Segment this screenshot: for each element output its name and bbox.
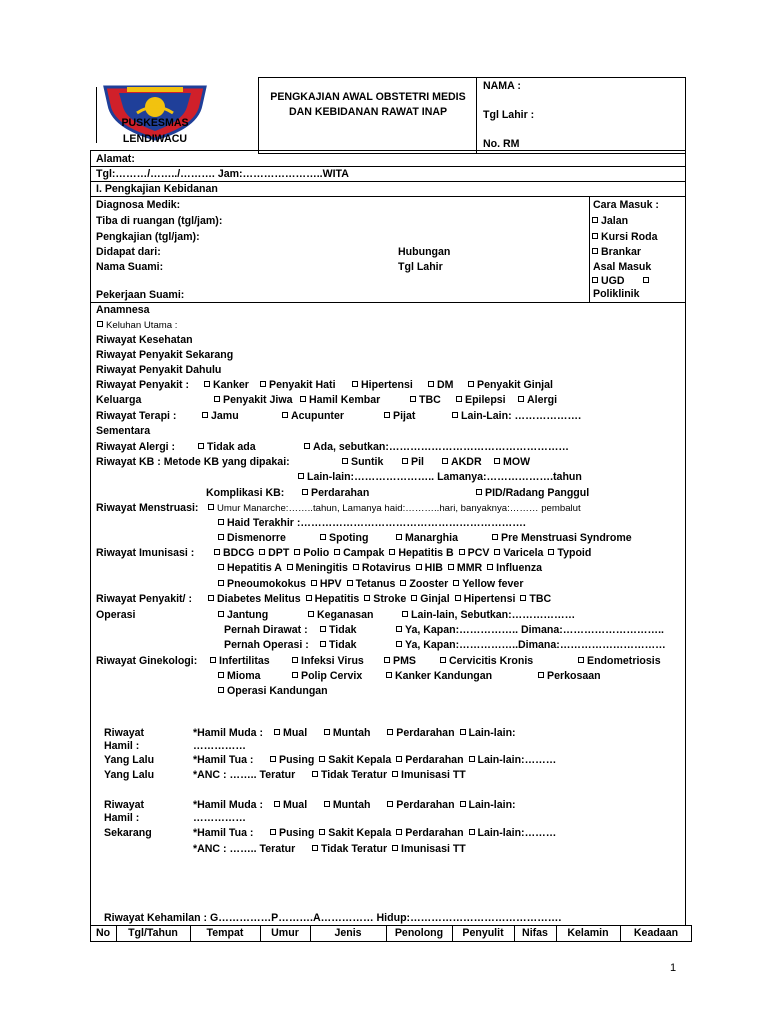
checkbox-icon[interactable] [548, 549, 554, 555]
kb-akdr[interactable]: AKDR [440, 456, 482, 469]
terapi-acupunter[interactable]: Acupunter [280, 410, 344, 423]
terapi-jamu[interactable]: Jamu [200, 410, 239, 423]
riwayat-menstruasi-label: Riwayat Menstruasi: [96, 502, 199, 514]
checkbox-icon[interactable] [592, 248, 598, 254]
col-penolong: Penolong [394, 927, 444, 939]
checkbox-icon[interactable] [97, 321, 103, 327]
terapi-lain[interactable]: Lain-Lain: ………………. [450, 410, 581, 423]
sekarang-anc[interactable]: *ANC : …….. Teratur Tidak Teratur Imunisasi TT [193, 843, 466, 855]
checkbox-icon[interactable] [287, 564, 293, 570]
alergi-ada[interactable]: Ada, sebutkan:…………………………………………… [302, 441, 569, 454]
checkbox-icon[interactable] [494, 458, 500, 464]
checkbox-icon[interactable] [492, 534, 498, 540]
hamil-lalu-label-4: Yang Lalu [104, 769, 155, 781]
checkbox-icon[interactable] [459, 549, 465, 555]
checkbox-icon[interactable] [387, 801, 393, 807]
hamil-sekarang-label-3: Sekarang [104, 827, 152, 839]
sekarang-hamil-tua-label: *Hamil Tua : [193, 827, 254, 839]
nama-label: NAMA : [483, 80, 521, 92]
checkbox-icon[interactable] [384, 412, 390, 418]
kel-epilepsi[interactable]: Epilepsi [454, 394, 506, 407]
mens-manarche[interactable]: Umur Manarche:……..tahun, Lamanya haid:………..hari, banyaknya:……… pembalut [206, 502, 581, 515]
checkbox-icon[interactable] [324, 729, 330, 735]
lalu-tua-items[interactable]: Pusing Sakit Kepala Perdarahan Lain-lain:……… [268, 754, 556, 767]
checkbox-icon[interactable] [592, 217, 598, 223]
org-name: PUSKESMAS LENDIWACU [121, 117, 189, 145]
col-tgl-tahun: Tgl/Tahun [128, 927, 178, 939]
rpk-dm[interactable]: DM [426, 379, 453, 392]
checkbox-icon[interactable] [214, 549, 220, 555]
mens-pms[interactable]: Pre Menstruasi Syndrome [490, 532, 632, 545]
checkbox-icon[interactable] [442, 458, 448, 464]
checkbox-icon[interactable] [469, 829, 475, 835]
checkbox-icon[interactable] [416, 564, 422, 570]
sementara-label: Sementara [96, 425, 151, 437]
lalu-hamil-muda-label: *Hamil Muda : [193, 727, 264, 739]
checkbox-icon[interactable] [292, 657, 298, 663]
checkbox-icon[interactable] [578, 657, 584, 663]
sekarang-tua-items[interactable]: Pusing Sakit Kepala Perdarahan Lain-lain:……… [268, 827, 556, 840]
riwayat-ginekologi-label: Riwayat Ginekologi: [96, 655, 198, 667]
rpk-hati[interactable]: Penyakit Hati [258, 379, 336, 392]
cara-masuk-title: Cara Masuk : [593, 199, 659, 211]
didapat-field[interactable]: Didapat dari: [96, 246, 161, 258]
checkbox-icon[interactable] [392, 845, 398, 851]
cara-masuk-brankar[interactable]: Brankar [590, 246, 641, 259]
op-jantung[interactable]: Jantung [216, 609, 268, 622]
kb-mow[interactable]: MOW [492, 456, 530, 469]
hamil-lalu-label-1: Riwayat [104, 727, 145, 739]
dirawat-tidak[interactable]: Tidak [318, 624, 356, 637]
checkbox-icon[interactable] [476, 489, 482, 495]
kb-pil[interactable]: Pil [400, 456, 424, 469]
col-penyulit: Penyulit [462, 927, 504, 939]
rpk-ginjal[interactable]: Penyakit Ginjal [466, 379, 553, 392]
checkbox-icon[interactable] [460, 729, 466, 735]
checkbox-icon[interactable] [324, 801, 330, 807]
gin-pms[interactable]: PMS [382, 655, 416, 668]
checkbox-icon[interactable] [218, 672, 224, 678]
checkbox-icon[interactable] [448, 564, 454, 570]
checkbox-icon[interactable] [282, 412, 288, 418]
checkbox-icon[interactable] [347, 580, 353, 586]
sekarang-hamil-muda-label: *Hamil Muda : [193, 799, 264, 811]
alergi-tidak[interactable]: Tidak ada [196, 441, 256, 454]
mens-manarghia[interactable]: Manarghia [394, 532, 458, 545]
imun-row-2[interactable]: Hepatitis A Meningitis Rotavirus HIB MMR Influenza [216, 562, 542, 575]
checkbox-icon[interactable] [384, 657, 390, 663]
col-umur: Umur [271, 927, 299, 939]
keluhan-utama[interactable]: Keluhan Utama : [95, 319, 177, 332]
tgl-lahir-label: Tgl Lahir : [483, 109, 535, 121]
kb-lain[interactable]: Lain-lain:………………….. Lamanya:……………….tahun [296, 471, 582, 484]
anamnesa-title: Anamnesa [96, 304, 150, 316]
lalu-anc[interactable]: *ANC : …….. Teratur Tidak Teratur Imunisasi TT [193, 769, 466, 781]
checkbox-icon[interactable] [218, 534, 224, 540]
checkbox-icon[interactable] [518, 396, 524, 402]
kel-alergi[interactable]: Alergi [516, 394, 557, 407]
keluarga-label: Keluarga [96, 394, 142, 406]
checkbox-icon[interactable] [260, 381, 266, 387]
checkbox-icon[interactable] [487, 564, 493, 570]
col-nifas: Nifas [522, 927, 548, 939]
no-rm-label: No. RM [483, 138, 520, 150]
checkbox-icon[interactable] [311, 580, 317, 586]
riwayat-penyakit-sekarang: Riwayat Penyakit Sekarang [96, 349, 234, 361]
checkbox-icon[interactable] [402, 458, 408, 464]
checkbox-icon[interactable] [352, 381, 358, 387]
checkbox-icon[interactable] [308, 611, 314, 617]
page-number: 1 [670, 962, 677, 974]
asal-masuk-title: Asal Masuk [593, 261, 652, 273]
mens-haid-terakhir[interactable]: Haid Terakhir :………………………………………………………. [216, 517, 526, 530]
tgl-jam-field[interactable]: Tgl:………/……../………. Jam:…………………..WITA [96, 168, 349, 180]
checkbox-icon[interactable] [538, 672, 544, 678]
riwayat-terapi-label: Riwayat Terapi : [96, 410, 177, 422]
lalu-muda-dots[interactable]: …………… [193, 740, 246, 752]
komplikasi-pid[interactable]: PID/Radang Panggul [474, 487, 589, 500]
op-row-1[interactable]: Diabetes Melitus Hepatitis Stroke Ginjal Hipertensi TBC [206, 593, 551, 606]
sekarang-muda-items[interactable]: Mual Muntah Perdarahan Lain-lain: [272, 799, 516, 812]
checkbox-icon[interactable] [320, 534, 326, 540]
checkbox-icon[interactable] [270, 756, 276, 762]
hamil-sekarang-label-2: Hamil : [104, 812, 140, 824]
checkbox-icon[interactable] [270, 829, 276, 835]
col-jenis: Jenis [334, 927, 362, 939]
tiba-field[interactable]: Tiba di ruangan (tgl/jam): [96, 215, 223, 227]
alamat-field[interactable]: Alamat: [96, 153, 135, 165]
checkbox-icon[interactable] [402, 611, 408, 617]
operasi-tidak[interactable]: Tidak [318, 639, 356, 652]
logo-box [97, 83, 213, 143]
hamil-lalu-label-3: Yang Lalu [104, 754, 155, 766]
checkbox-icon[interactable] [456, 396, 462, 402]
tgl-lahir-suami-field[interactable]: Tgl Lahir [398, 261, 443, 273]
gin-cervicitis[interactable]: Cervicitis Kronis [438, 655, 533, 668]
checkbox-icon[interactable] [210, 657, 216, 663]
checkbox-icon[interactable] [460, 801, 466, 807]
checkbox-icon[interactable] [396, 829, 402, 835]
checkbox-icon[interactable] [294, 549, 300, 555]
diagnosa-field[interactable]: Diagnosa Medik: [96, 199, 181, 211]
checkbox-icon[interactable] [428, 381, 434, 387]
col-kelamin: Kelamin [567, 927, 609, 939]
imun-row-1[interactable]: BDCG DPT Polio Campak Hepatitis B PCV Varicela Typoid [212, 547, 591, 560]
riwayat-penyakit-dahulu: Riwayat Penyakit Dahulu [96, 364, 222, 376]
checkbox-icon[interactable] [198, 443, 204, 449]
checkbox-icon[interactable] [214, 396, 220, 402]
riwayat-kesehatan: Riwayat Kesehatan [96, 334, 193, 346]
lalu-muda-items[interactable]: Mual Muntah Perdarahan Lain-lain: [272, 727, 516, 740]
checkbox-icon[interactable] [304, 443, 310, 449]
hamil-lalu-label-2: Hamil : [104, 740, 140, 752]
kel-tbc[interactable]: TBC [408, 394, 441, 407]
riwayat-imunisasi-label: Riwayat Imunisasi : [96, 547, 195, 559]
asal-masuk-ugd[interactable]: UGD [590, 275, 652, 288]
rpk-kanker[interactable]: Kanker [202, 379, 249, 392]
checkbox-icon[interactable] [274, 801, 280, 807]
checkbox-icon[interactable] [389, 549, 395, 555]
checkbox-icon[interactable] [298, 473, 304, 479]
section-title: I. Pengkajian Kebidanan [96, 183, 218, 195]
checkbox-icon[interactable] [312, 845, 318, 851]
mens-dismenorre[interactable]: Dismenorre [216, 532, 286, 545]
pernah-operasi-label: Pernah Operasi : [224, 639, 309, 651]
checkbox-icon[interactable] [334, 549, 340, 555]
cara-masuk-jalan[interactable]: Jalan [590, 215, 628, 228]
checkbox-icon[interactable] [319, 829, 325, 835]
col-tempat: Tempat [206, 927, 244, 939]
checkbox-icon[interactable] [400, 580, 406, 586]
riwayat-operasi-label: Riwayat Penyakit/ : [96, 593, 192, 605]
checkbox-icon[interactable] [364, 595, 370, 601]
op-lain[interactable]: Lain-lain, Sebutkan:……………… [400, 609, 575, 622]
riwayat-kb-label: Riwayat KB : Metode KB yang dipakai: [96, 456, 290, 468]
checkbox-icon[interactable] [306, 595, 312, 601]
col-keadaan: Keadaan [633, 927, 679, 939]
col-no: No [95, 927, 111, 939]
checkbox-icon[interactable] [300, 396, 306, 402]
riwayat-alergi-label: Riwayat Alergi : [96, 441, 176, 453]
nama-suami-field[interactable]: Nama Suami: [96, 261, 164, 273]
checkbox-icon[interactable] [320, 641, 326, 647]
checkbox-icon[interactable] [208, 595, 214, 601]
gin-kanker[interactable]: Kanker Kandungan [384, 670, 492, 683]
checkbox-icon[interactable] [218, 580, 224, 586]
checkbox-icon[interactable] [411, 595, 417, 601]
gin-polip[interactable]: Polip Cervix [290, 670, 362, 683]
cara-masuk-kursi-roda[interactable]: Kursi Roda [590, 231, 658, 244]
imun-row-3[interactable]: Pneoumokokus HPV Tetanus Zooster Yellow fever [216, 578, 523, 591]
checkbox-icon[interactable] [392, 771, 398, 777]
checkbox-icon[interactable] [455, 595, 461, 601]
title-box [258, 77, 477, 154]
checkbox-icon[interactable] [396, 641, 402, 647]
operasi-ya[interactable]: Ya, Kapan:……………..Dimana:………………………… [394, 639, 666, 652]
checkbox-icon[interactable] [386, 672, 392, 678]
checkbox-icon[interactable] [218, 611, 224, 617]
checkbox-icon[interactable] [259, 549, 265, 555]
op-keganasan[interactable]: Keganasan [306, 609, 374, 622]
checkbox-icon[interactable] [396, 756, 402, 762]
checkbox-icon[interactable] [452, 412, 458, 418]
kel-jiwa[interactable]: Penyakit Jiwa [212, 394, 293, 407]
checkbox-icon[interactable] [520, 595, 526, 601]
checkbox-icon[interactable] [218, 687, 224, 693]
gin-endometriosis[interactable]: Endometriosis [576, 655, 661, 668]
checkbox-icon[interactable] [453, 580, 459, 586]
sekarang-muda-dots[interactable]: …………… [193, 812, 246, 824]
checkbox-icon[interactable] [302, 489, 308, 495]
terapi-pijat[interactable]: Pijat [382, 410, 415, 423]
gin-mioma[interactable]: Mioma [216, 670, 261, 683]
checkbox-icon[interactable] [319, 756, 325, 762]
checkbox-icon[interactable] [440, 657, 446, 663]
checkbox-icon[interactable] [396, 626, 402, 632]
checkbox-icon[interactable] [396, 534, 402, 540]
operasi-label: Operasi [96, 609, 136, 621]
checkbox-icon[interactable] [202, 412, 208, 418]
gin-infeksi[interactable]: Infeksi Virus [290, 655, 364, 668]
rpk-hipertensi[interactable]: Hipertensi [350, 379, 413, 392]
kb-suntik[interactable]: Suntik [340, 456, 383, 469]
lalu-hamil-tua-label: *Hamil Tua : [193, 754, 254, 766]
checkbox-icon[interactable] [292, 672, 298, 678]
checkbox-icon[interactable] [218, 564, 224, 570]
checkbox-icon[interactable] [592, 277, 598, 283]
gin-operasi[interactable]: Operasi Kandungan [216, 685, 328, 698]
riwayat-kehamilan[interactable]: Riwayat Kehamilan : G……………P……….A…………… Hidup:……………………………………. [104, 912, 562, 924]
checkbox-icon[interactable] [342, 458, 348, 464]
mens-spoting[interactable]: Spoting [318, 532, 368, 545]
dirawat-ya[interactable]: Ya, Kapan:…………….. Dimana:……………………….. [394, 624, 664, 637]
pengkajian-field[interactable]: Pengkajian (tgl/jam): [96, 231, 200, 243]
checkbox-icon[interactable] [312, 771, 318, 777]
pernah-dirawat-label: Pernah Dirawat : [224, 624, 308, 636]
gin-infertilitas[interactable]: Infertilitas [208, 655, 270, 668]
riwayat-penyakit-label: Riwayat Penyakit : [96, 379, 190, 391]
pekerjaan-suami-field[interactable]: Pekerjaan Suami: [96, 289, 185, 301]
checkbox-icon[interactable] [468, 381, 474, 387]
checkbox-icon[interactable] [469, 756, 475, 762]
form-title: PENGKAJIAN AWAL OBSTETRI MEDIS DAN KEBIDANAN RAWAT INAP [270, 91, 466, 118]
komplikasi-perdarahan[interactable]: Perdarahan [300, 487, 369, 500]
checkbox-icon[interactable] [353, 564, 359, 570]
checkbox-icon[interactable] [494, 549, 500, 555]
gin-perkosaan[interactable]: Perkosaan [536, 670, 601, 683]
patient-id-box [476, 77, 686, 154]
checkbox-icon[interactable] [410, 396, 416, 402]
komplikasi-kb-label: Komplikasi KB: [206, 487, 285, 499]
checkbox-icon[interactable] [274, 729, 280, 735]
hamil-sekarang-label-1: Riwayat [104, 799, 145, 811]
asal-masuk-poliklinik: Poliklinik [593, 288, 640, 300]
hubungan-field[interactable]: Hubungan [398, 246, 451, 258]
checkbox-icon[interactable] [387, 729, 393, 735]
checkbox-icon[interactable] [320, 626, 326, 632]
checkbox-icon[interactable] [208, 504, 214, 510]
checkbox-icon[interactable] [204, 381, 210, 387]
checkbox-icon[interactable] [643, 277, 649, 283]
checkbox-icon[interactable] [592, 233, 598, 239]
checkbox-icon[interactable] [218, 519, 224, 525]
kel-kembar[interactable]: Hamil Kembar [298, 394, 380, 407]
